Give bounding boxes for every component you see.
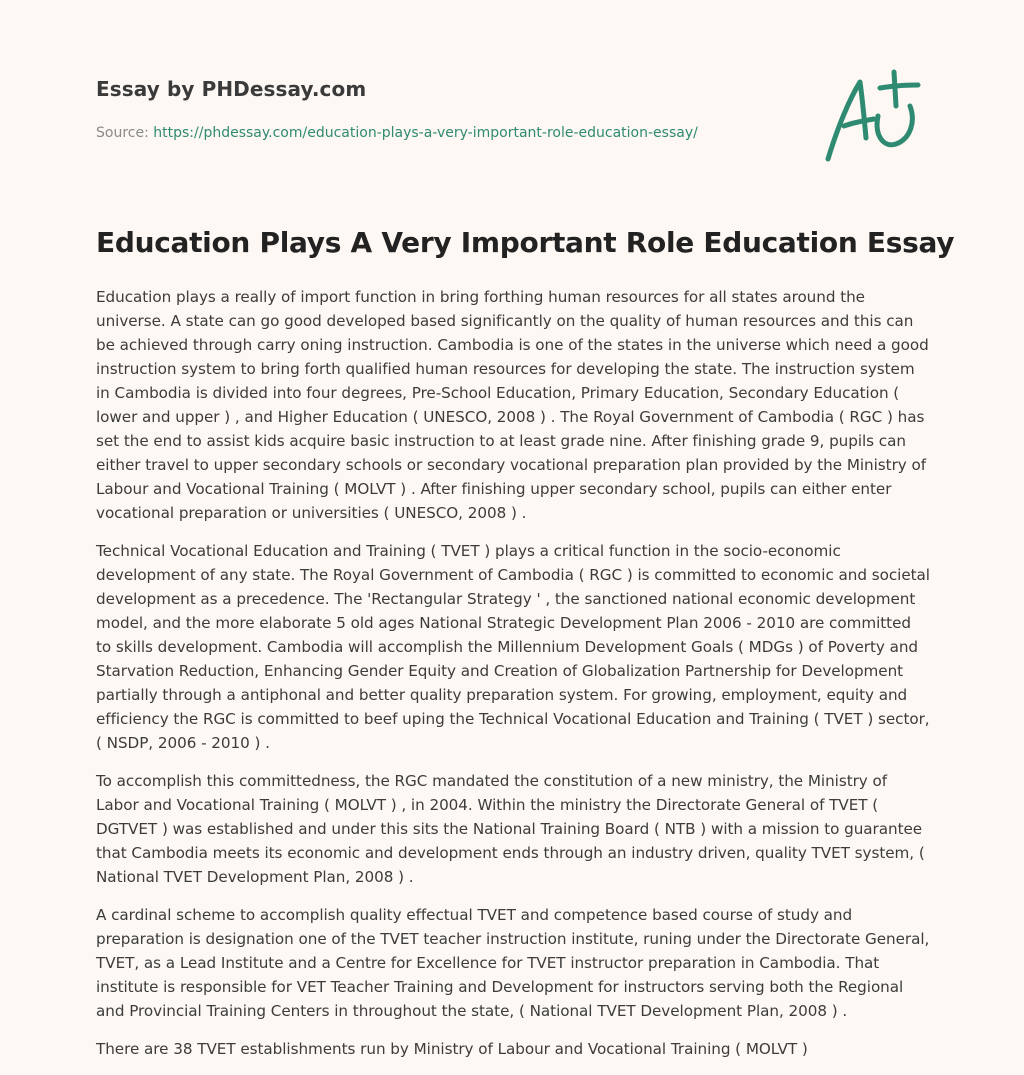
- essay-paragraph: There are 38 TVET establishments run by Ministry of Labour and Vocational Training ( MOLVT ): [96, 1040, 808, 1058]
- essay-body: [96, 285, 930, 1075]
- essay-paragraph: Education plays a really of import function in bring forthing human resources for all states around the universe. A state can go good developed based significantly on the quality of human resources and this can be achieved through carry oning instruction. Cambodia is one of the states in the universe which need a good instruction system to bring forth qualified human resources for developing the state. The instruction system in Cambodia is divided into four degrees, Pre-School Education, Primary Education, Secondary Education ( lower and upper ) , and Higher Education ( UNESCO, 2008 ) . The Royal Government of Cambodia ( RGC ) has set the end to assist kids acquire basic instruction to at least grade nine. After finishing grade 9, pupils can either travel to upper secondary schools or secondary vocational preparation plan provided by the Ministry of Labour and Vocational Training ( MOLVT ) . After finishing upper secondary school, pupils can either enter vocational preparation or universities ( UNESCO, 2008 ) .: [96, 288, 929, 522]
- essay-paragraph: A cardinal scheme to accomplish quality effectual TVET and competence based course of study and preparation is designation one of the TVET teacher instruction institute, runing under the Directorate General, TVET, as a Lead Institute and a Centre for Excellence for TVET instructor preparation in Cambodia. That institute is responsible for VET Teacher Training and Development for instructors serving both the Regional and Provincial Training Centers in throughout the state, ( National TVET Development Plan, 2008 ) .: [96, 906, 930, 1020]
- essay-title: Education Plays A Very Important Role Education Essay: [96, 226, 955, 259]
- site-brand: Essay by PHDessay.com: [96, 77, 367, 101]
- source-label: Source:: [96, 125, 154, 141]
- a-plus-logo-graphic: [818, 66, 928, 166]
- source-line: [96, 125, 698, 141]
- a-plus-logo-icon: [818, 66, 928, 166]
- source-link[interactable]: https://phdessay.com/education-plays-a-very-important-role-education-essay/: [153, 125, 698, 141]
- essay-paragraph: Technical Vocational Education and Training ( TVET ) plays a critical function in the socio-economic development of any state. The Royal Government of Cambodia ( RGC ) is committed to economic and societal development as a precedence. The 'Rectangular Strategy ' , the sanctioned national economic development model, and the more elaborate 5 old ages National Strategic Development Plan 2006 - 2010 are committed to skills development. Cambodia will accomplish the Millennium Development Goals ( MDGs ) of Poverty and Starvation Reduction, Enhancing Gender Equity and Creation of Globalization Partnership for Development partially through a antiphonal and better quality preparation system. For growing, employment, equity and efficiency the RGC is committed to beef uping the Technical Vocational Education and Training ( TVET ) sector, ( NSDP, 2006 - 2010 ) .: [96, 542, 930, 752]
- essay-paragraph: To accomplish this committedness, the RGC mandated the constitution of a new ministry, the Ministry of Labor and Vocational Training ( MOLVT ) , in 2004. Within the ministry the Directorate General of TVET ( DGTVET ) was established and under this sits the National Training Board ( NTB ) with a mission to guarantee that Cambodia meets its economic and development ends through an industry driven, quality TVET system, ( National TVET Development Plan, 2008 ) .: [96, 772, 925, 886]
